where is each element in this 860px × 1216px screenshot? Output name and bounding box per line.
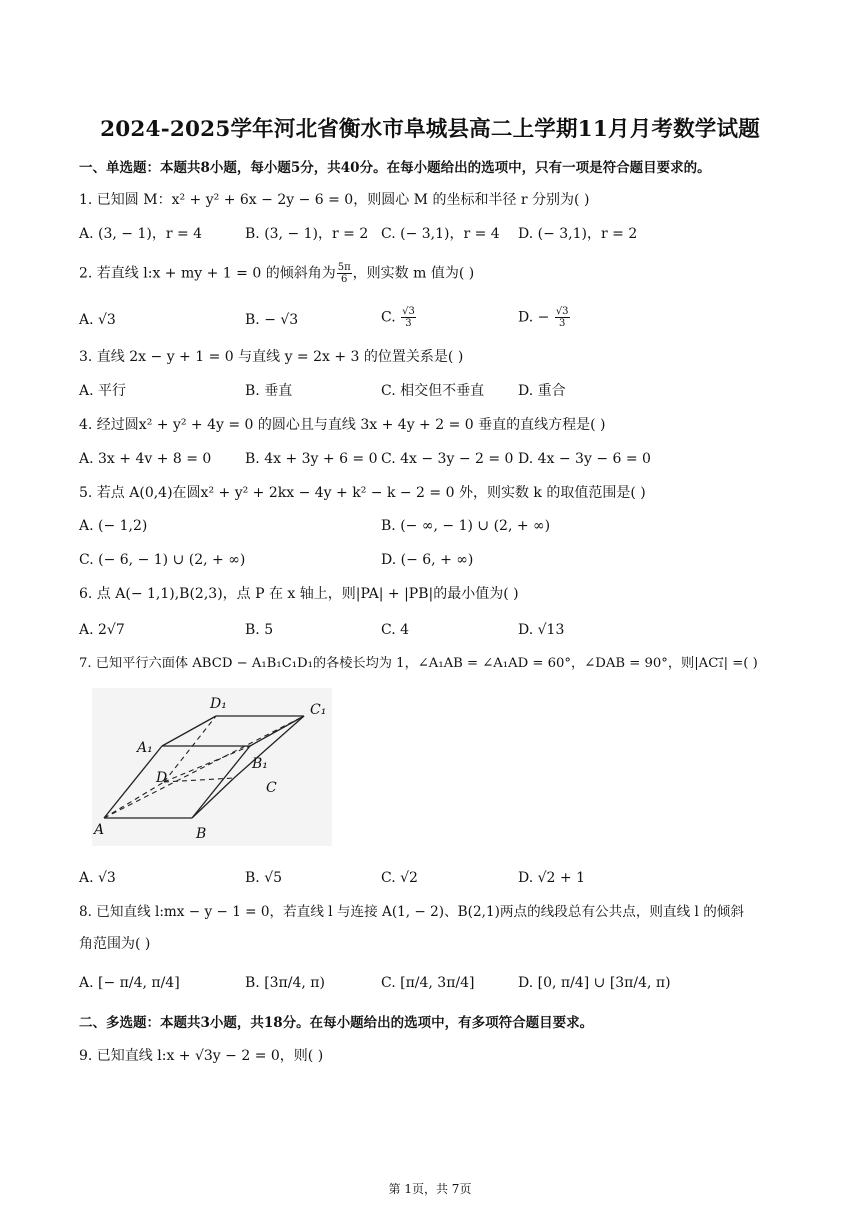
question-8-option-b: B. [3π/4, π) [245,975,325,991]
question-1-option-d: D. (− 3,1)，r = 2 [518,226,638,242]
page-footer: 第 1页，共 7页 [388,1182,472,1196]
question-1-option-a: A. (3, − 1)，r = 4 [79,226,203,242]
question-3-stem: 3. 直线 2x − y + 1 = 0 与直线 y = 2x + 3 的位置关系是( ) [79,349,464,365]
question-3-option-b: B. 垂直 [245,383,293,399]
parallelepiped-figure [92,688,332,846]
vertex-label-a: A [94,822,105,838]
question-8-stem-line-2: 角范围为( ) [79,936,151,952]
vertex-label-c1: C₁ [310,702,327,718]
question-4-option-d: D. 4x − 3y − 6 = 0 [518,451,651,467]
question-5-option-a: A. (− 1,2) [79,518,148,534]
question-4-option-c: C. 4x − 3y − 2 = 0 [381,451,514,467]
section-heading-multiple-choice: 二、多选题：本题共3小题，共18分。在每小题给出的选项中，有多项符合题目要求。 [79,1015,594,1031]
question-2-stem-pre: 2. 若直线 l:x + my + 1 = 0 的倾斜角为 [79,265,336,282]
question-7-option-d: D. √2 + 1 [518,870,585,886]
option-letter: C. [381,309,396,326]
question-1-option-b: B. (3, − 1)，r = 2 [245,226,369,242]
fraction-denominator: 6 [340,274,348,285]
question-1-option-c: C. (− 3,1)，r = 4 [381,226,500,242]
vertex-label-c: C [266,780,277,796]
question-9-stem: 9. 已知直线 l:x + √3y − 2 = 0，则( ) [79,1048,324,1064]
question-8-option-c: C. [π/4, 3π/4] [381,975,475,991]
question-2-option-d [518,306,571,329]
question-5-option-c: C. (− 6, − 1) ∪ (2, + ∞) [79,552,246,568]
question-6-option-d: D. √13 [518,622,565,638]
vertex-label-b1: B₁ [252,756,268,772]
question-4-option-a: A. 3x + 4v + 8 = 0 [79,451,212,467]
question-8-stem-line-1: 8. 已知直线 l:mx − y − 1 = 0，若直线 l 与连接 A(1, − 2)、B(2,1)两点的线段总有公共点，则直线 l 的倾斜 [79,904,744,920]
question-7-stem: 7. 已知平行六面体 ABCD − A₁B₁C₁D₁的各棱长均为 1，∠A₁AB = ∠A₁AD = 60°，∠DAB = 90°，则|AC₁⃗| =( ) [79,656,758,671]
vertex-label-d1: D₁ [210,696,227,712]
question-1-stem: 1. 已知圆 M：x² + y² + 6x − 2y − 6 = 0，则圆心 M 的坐标和半径 r 分别为( ) [79,192,590,208]
section-heading-single-choice: 一、单选题：本题共8小题，每小题5分，共40分。在每小题给出的选项中，只有一项是符合题目要求的。 [79,160,711,176]
question-4-option-b: B. 4x + 3y + 6 = 0 [245,451,378,467]
vertex-label-a1: A₁ [137,740,153,756]
question-8-option-d: D. [0, π/4] ∪ [3π/4, π) [518,975,671,991]
fraction-numerator: √3 [402,306,415,317]
page-title: 2024-2025学年河北省衡水市阜城县高二上学期11月月考数学试题 [100,117,760,142]
fraction-numerator: √3 [555,306,569,317]
option-d-fraction [555,306,570,329]
question-3-option-c: C. 相交但不垂直 [381,383,485,399]
question-2-stem-post: ，则实数 m 值为( ) [352,265,475,282]
question-7-option-a: A. √3 [79,870,116,886]
question-6-option-b: B. 5 [245,622,274,638]
option-letter: D. − [518,309,550,326]
question-7-option-b: B. √5 [245,870,283,886]
question-2-angle-fraction [337,262,352,285]
question-6-option-c: C. 4 [381,622,410,638]
question-5-option-b: B. (− ∞, − 1) ∪ (2, + ∞) [381,518,551,534]
fraction-denominator: 3 [558,318,566,329]
question-2-stem [79,262,474,285]
fraction-denominator: 3 [405,318,412,329]
question-5-option-d: D. (− 6, + ∞) [381,552,474,568]
question-8-option-a: A. [− π/4, π/4] [79,975,180,991]
fraction-numerator: 5π [337,262,351,273]
vertex-label-b: B [196,826,207,842]
question-3-option-a: A. 平行 [79,383,127,399]
question-4-stem: 4. 经过圆x² + y² + 4y = 0 的圆心且与直线 3x + 4y + 2 = 0 垂直的直线方程是( ) [79,417,606,433]
question-6-stem: 6. 点 A(− 1,1),B(2,3)，点 P 在 x 轴上，则|PA| + |PB|的最小值为( ) [79,586,519,602]
option-c-fraction [401,306,416,329]
vertex-label-d: D [156,770,168,786]
question-6-option-a: A. 2√7 [79,622,125,638]
question-2-option-c [381,306,417,329]
question-5-stem: 5. 若点 A(0,4)在圆x² + y² + 2kx − 4y + k² − k − 2 = 0 外，则实数 k 的取值范围是( ) [79,485,646,501]
question-3-option-d: D. 重合 [518,383,566,399]
question-2-option-a: A. √3 [79,312,116,328]
question-2-option-b: B. − √3 [245,312,299,328]
question-7-option-c: C. √2 [381,870,418,886]
